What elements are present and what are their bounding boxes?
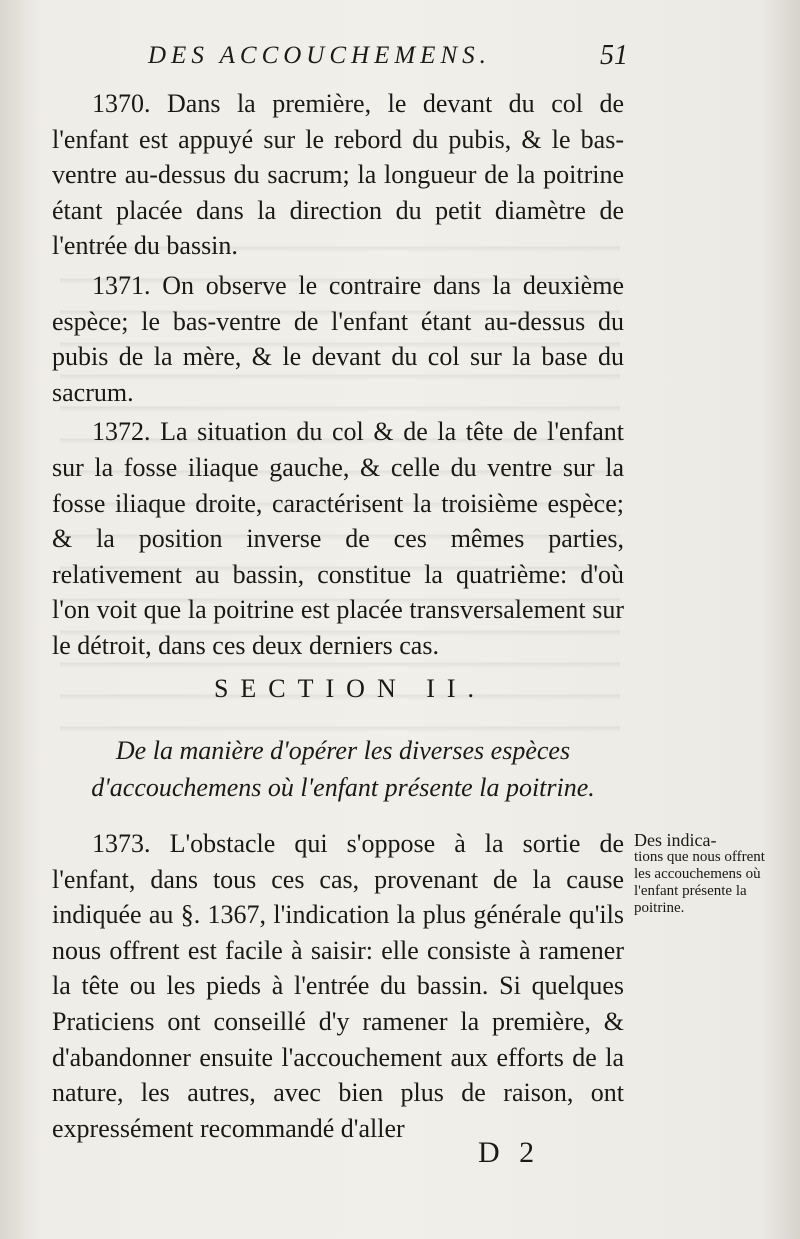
- paragraph-1372: 1372. La situation du col & de la tête de l'enfant sur la fosse iliaque gauche, & celle du ventre sur la fosse iliaque droite, caractérisent la troisième espèce; & la position inverse de ces mêmes parties, relativement au bassin, constitue la quatrième: d'où l'on voit que la poitrine est placée transversalement sur le détroit, dans ces deux derniers cas.: [52, 417, 624, 660]
- signature-mark: D 2: [478, 1136, 541, 1169]
- body-text-top: [52, 86, 624, 668]
- page-number: 51: [600, 40, 628, 71]
- margin-note-head: Des indica-: [634, 830, 717, 850]
- paragraph-1373: 1373. L'obstacle qui s'oppose à la sortie de l'enfant, dans tous ces cas, provenant de la cause indiquée au §. 1367, l'indication la plus générale qu'ils nous offrent est facile à saisir: elle consiste à ramener la tête ou les pieds à l'entrée du bassin. Si quelques Praticiens ont conseillé d'y ramener la première, & d'abandonner ensuite l'accouchement aux efforts de la nature, les autres, avec bien plus de raison, ont expressément recommandé d'aller: [52, 829, 624, 1143]
- running-title: DES ACCOUCHEMENS.: [148, 42, 491, 69]
- margin-note-text: tions que nous offrent les accouchemens où l'enfant présente la poitrine.: [634, 849, 765, 916]
- body-text-bottom: [52, 826, 624, 1146]
- section-subtitle: De la manière d'opérer les diverses espèces d'accouchemens où l'enfant présente la poitrine.: [91, 736, 595, 802]
- paragraph-1371: 1371. On observe le contraire dans la deuxième espèce; le bas-ventre de l'enfant étant au-dessus du pubis de la mère, & le devant du col sur la base du sacrum.: [52, 270, 624, 407]
- section-title: SECTION II.: [213, 674, 487, 703]
- running-head: [148, 40, 628, 80]
- paragraph-1370: 1370. Dans la première, le devant du col de l'enfant est appuyé sur le rebord du pubis, & le bas-ventre au-dessus du sacrum; la longueur de la poitrine étant placée dans la direction du petit diamètre de l'entrée du bassin.: [52, 89, 624, 261]
- margin-note: [634, 832, 770, 917]
